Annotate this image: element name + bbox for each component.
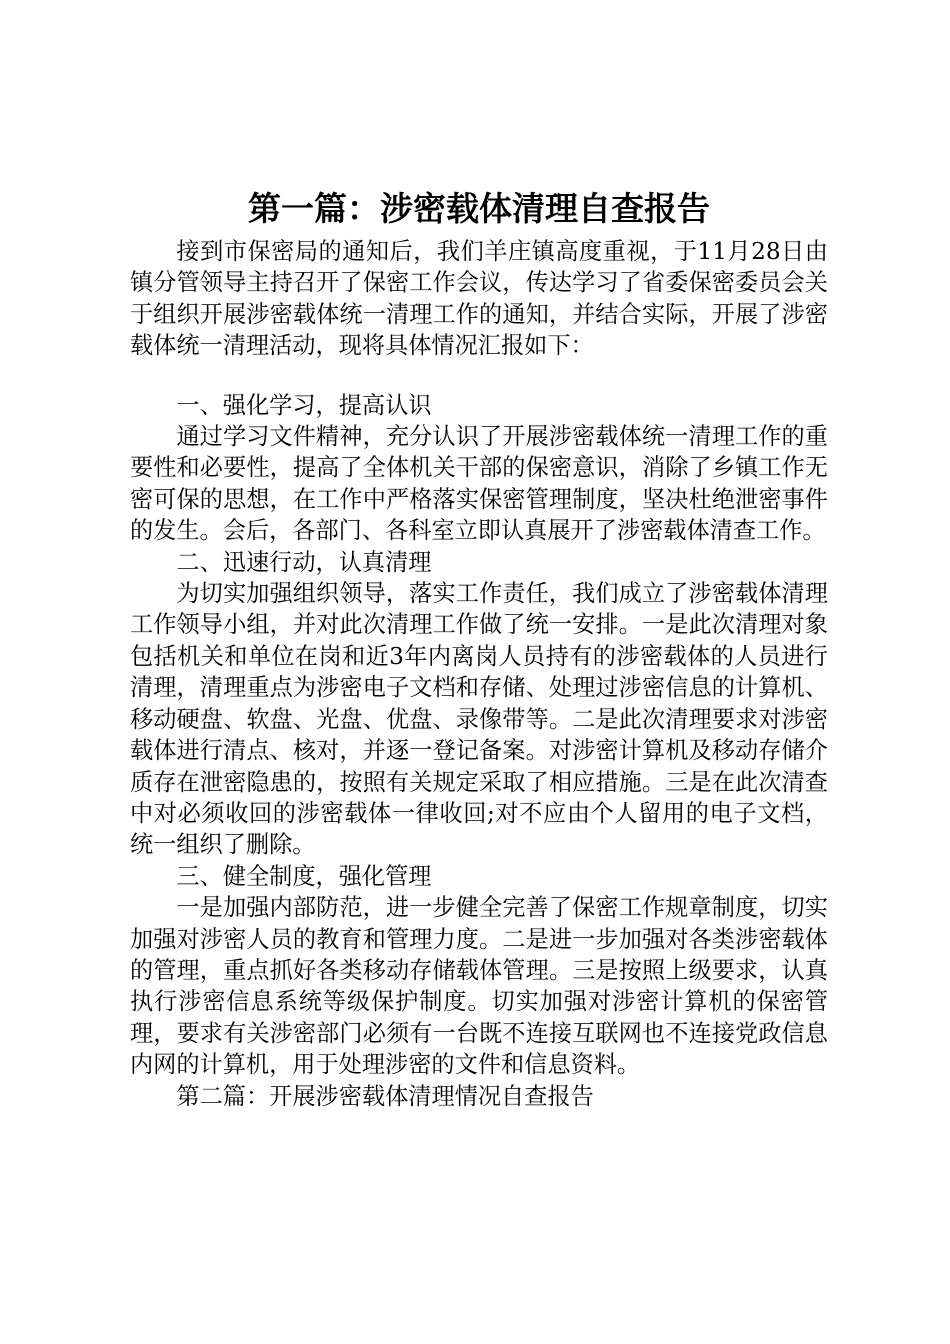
- section-body-2: 为切实加强组织领导，落实工作责任，我们成立了涉密载体清理工作领导小组，并对此次清理工作做了统一安排。一是此次清理对象包括机关和单位在岗和近3年内离岗人员持有的涉密载体的人员进行清理，清理重点为涉密电子文档和存储、处理过涉密信息的计算机、移动硬盘、软盘、光盘、优盘、录像带等。二是此次清理要求对涉密载体进行清点、核对，并逐一登记备案。对涉密计算机及移动存储介质存在泄密隐患的，按照有关规定采取了相应措施。三是在此次清查中对必须收回的涉密载体一律收回;对不应由个人留用的电子文档，统一组织了删除。: [130, 580, 828, 859]
- section-heading-3: 三、健全制度，强化管理: [176, 862, 432, 890]
- document-page: [130, 182, 828, 1112]
- intro-paragraph: 接到市保密局的通知后，我们羊庄镇高度重视，于11月28日由镇分管领导主持召开了保密工作会议，传达学习了省委保密委员会关于组织开展涉密载体统一清理工作的通知，并结合实际，开展了涉密载体统一清理活动，现将具体情况汇报如下：: [130, 238, 828, 360]
- section-heading-2: 二、迅速行动，认真清理: [176, 548, 432, 576]
- next-article-heading: 第二篇：开展涉密载体清理情况自查报告: [176, 1082, 594, 1110]
- paragraph-gap: [130, 362, 828, 390]
- document-title: 第一篇：涉密载体清理自查报告: [248, 189, 710, 228]
- section-body-1: 通过学习文件精神，充分认识了开展涉密载体统一清理工作的重要性和必要性，提高了全体机关干部的保密意识，消除了乡镇工作无密可保的思想，在工作中严格落实保密管理制度，坚决杜绝泄密事件的发生。会后，各部门、各科室立即认真展开了涉密载体清查工作。: [130, 423, 828, 545]
- section-body-3: 一是加强内部防范，进一步健全完善了保密工作规章制度，切实加强对涉密人员的教育和管理力度。二是进一步加强对各类涉密载体的管理，重点抓好各类移动存储载体管理。三是按照上级要求，认真执行涉密信息系统等级保护制度。切实加强对涉密计算机的保密管理，要求有关涉密部门必须有一台既不连接互联网也不连接党政信息内网的计算机，用于处理涉密的文件和信息资料。: [130, 894, 828, 1079]
- section-heading-1: 一、强化学习，提高认识: [176, 391, 432, 419]
